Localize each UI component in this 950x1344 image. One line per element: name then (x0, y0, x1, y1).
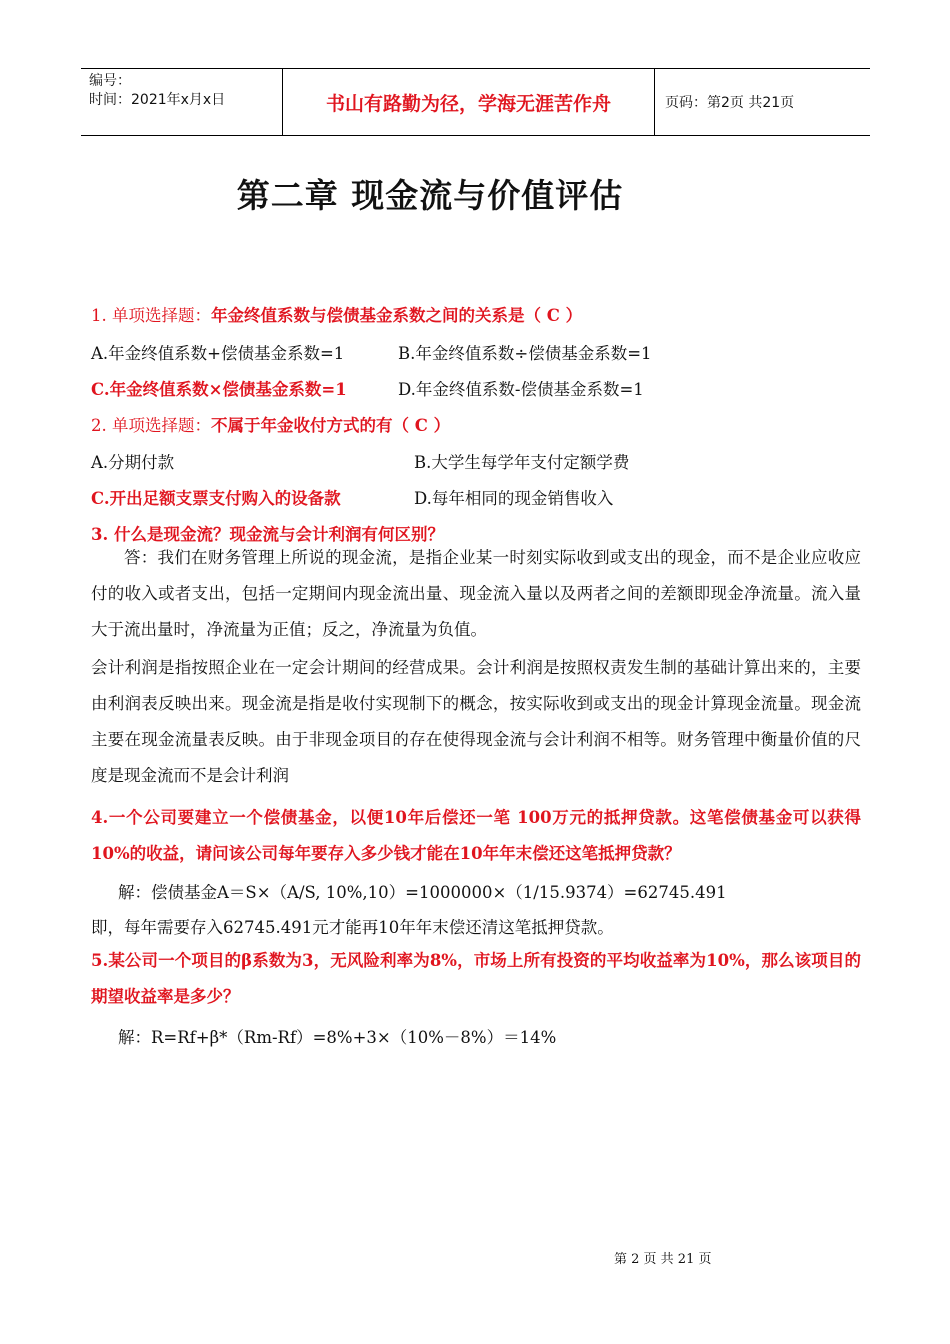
q4-solution: 解：偿债基金A＝S×（A/S, 10%,10）=1000000×（1/15.9374）=62745.491 (118, 883, 727, 902)
header-page-number: 页码：第2页 共21页 (665, 95, 795, 111)
q5-solution: 解：R=Rf+β*（Rm-Rf）=8%+3×（10%－8%）＝14% (118, 1028, 557, 1047)
chapter-title: 第二章 现金流与价值评估 (236, 176, 624, 215)
q3-question: 3. 什么是现金流？现金流与会计利润有何区别？ (91, 525, 444, 544)
q2-option-b: B.大学生每学年支付定额学费 (414, 453, 630, 472)
q2-stem: 不属于年金收付方式的有（ C ） (211, 416, 451, 435)
q2-option-c: C.开出足额支票支付购入的设备款 (91, 489, 341, 508)
q4-conclusion: 即，每年需要存入62745.491元才能再10年年末偿还清这笔抵押贷款。 (91, 918, 614, 937)
q1-option-b: B.年金终值系数÷偿债基金系数=1 (398, 344, 652, 363)
q1-option-a: A.年金终值系数+偿债基金系数=1 (91, 344, 345, 363)
q2-prefix: 2. 单项选择题： (91, 416, 211, 435)
header-meta (81, 69, 282, 135)
q2-option-a: A.分期付款 (91, 453, 175, 472)
q3-answer-paragraph-1: 答：我们在财务管理上所说的现金流，是指企业某一时刻实际收到或支出的现金，而不是企业应收应付的收入或者支出，包括一定期间内现金流出量、现金流入量以及两者之间的差额即现金净流量。流入量大于流出量时，净流量为正值；反之，净流量为负值。 (91, 548, 861, 639)
q1-option-c: C.年金终值系数×偿债基金系数=1 (91, 380, 347, 399)
header-motto: 书山有路勤为径，学海无涯苦作舟 (282, 69, 655, 135)
page-footer: 第 2 页 共 21 页 (614, 1252, 712, 1267)
page-header (81, 68, 870, 136)
q4-question: 4.一个公司要建立一个偿债基金，以便10年后偿还一笔 100万元的抵押贷款。这笔偿债基金可以获得10%的收益，请问该公司每年要存入多少钱才能在10年年末偿还这笔抵押贷款？ (91, 808, 861, 863)
q2-option-d: D.每年相同的现金销售收入 (414, 489, 614, 508)
q1-prefix: 1. 单项选择题： (91, 306, 211, 325)
q1-stem: 年金终值系数与偿债基金系数之间的关系是（ C ） (211, 306, 583, 325)
q2-question (91, 412, 450, 436)
q1-option-d: D.年金终值系数-偿债基金系数=1 (398, 380, 644, 399)
q3-answer-paragraph-2: 会计利润是指按照企业在一定会计期间的经营成果。会计利润是按照权责发生制的基础计算出来的，主要由利润表反映出来。现金流是指是收付实现制下的概念，按实际收到或支出的现金计算现金流量。现金流主要在现金流量表反映。由于非现金项目的存在使得现金流与会计利润不相等。财务管理中衡量价值的尺度是现金流而不是会计利润 (91, 658, 861, 785)
header-date: 时间：2021年x月x日 (89, 92, 226, 108)
q5-question: 5.某公司一个项目的β系数为3，无风险利率为8%，市场上所有投资的平均收益率为10%，那么该项目的期望收益率是多少？ (91, 951, 861, 1006)
header-number: 编号： (89, 73, 131, 89)
q1-question (91, 302, 582, 326)
